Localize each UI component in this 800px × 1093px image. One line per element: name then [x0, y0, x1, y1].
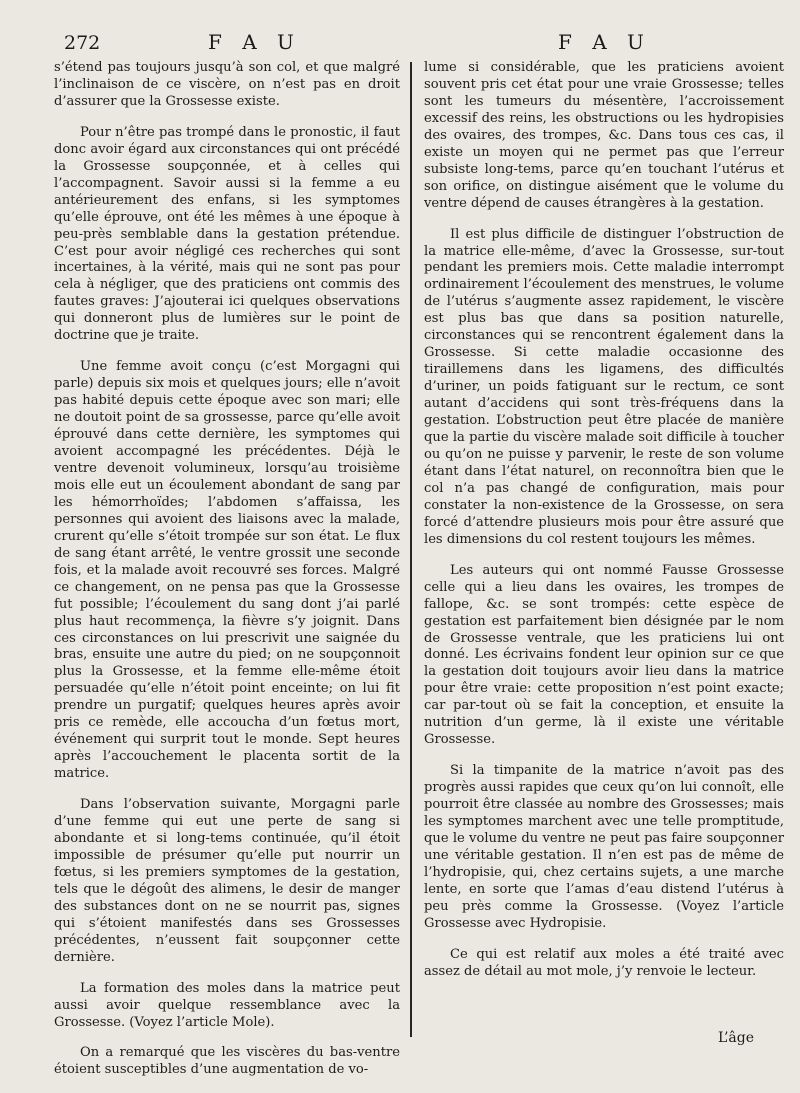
column-divider	[410, 62, 412, 1037]
paragraph: On a remarqué que les viscères du bas-ventre étoient susceptibles d’une augmentation de vo-	[54, 1045, 400, 1078]
paragraph: Si la timpanite de la matrice n’avoit pas des progrès aussi rapides que ceux qu’on lui connoît, elle pourroit être classée au nombre des Grossesses; mais les symptomes marchent avec une telle promptitude, que le volume du ventre ne peut pas faire soupçonner une véritable gestation. Il n’en est pas de même de l’hydropisie, qui, chez certains sujets, a une marche lente, en sorte que l’amas d’eau distend l’utérus à peu près comme la Grossesse. (Voyez l’article Grossesse avec Hydropisie.	[424, 763, 784, 931]
paragraph: La formation des moles dans la matrice peut aussi avoir quelque ressemblance avec la Grossesse. (Voyez l’article Mole).	[54, 980, 400, 1030]
paragraph: Les auteurs qui ont nommé Fausse Grossesse celle qui a lieu dans les ovaires, les trompes de fallope, &c. se sont trompés: cette espèce de gestation est parfaitement bien désignée par le nom de Grossesse ventrale, que les praticiens lui ont donné. Les écrivains fondent leur opinion sur ce que la gestation doit toujours avoir lieu dans la matrice pour être vraie: cette proposition n’est point exacte; car par-tout où se fait la conception, et ensuite la nutrition d’un germe, là il existe une véritable Grossesse.	[424, 562, 784, 748]
page-number: 272	[64, 32, 101, 54]
paragraph: Dans l’observation suivante, Morgagni parle d’une femme qui eut une perte de sang si abondante et si long-tems continuée, qu’il étoit impossible de présumer qu’elle put nourrir un fœtus, si les premiers symptomes de la gestation, tels que le dégoût des alimens, le desir de manger des substances dont on ne se nourrit pas, signes qui s’étoient manifestés dans ses Grossesses précédentes, n’eussent fait soupçonner cette dernière.	[54, 797, 400, 965]
paragraph: Une femme avoit conçu (c’est Morgagni qui parle) depuis six mois et quelques jours; elle n’avoit pas habité depuis cette époque avec son mari; elle ne doutoit point de sa grossesse, parce qu’elle avoit éprouvé dans cette dernière, les symptomes qui avoient accompagné les précédentes. Déjà le ventre devenoit volumineux, lorsqu’au troisième mois elle eut un écoulement abondant de sang par les hémorrhoïdes; l’abdomen s’affaissa, les personnes qui avoient des liaisons avec la malade, crurent qu’elle s’étoit trompée sur son état. Le flux de sang étant arrêté, le ventre grossit une seconde fois, et la malade avoit recouvré ses forces. Malgré ce changement, on ne pensa pas que la Grossesse fut possible; l’écoulement du sang dont j’ai parlé plus haut recommença, la fièvre s’y joignit. Dans ces circonstances on lui prescrivit une saignée du bras, ensuite une autre du pied; on ne soupçonnoit plus la Grossesse, et la femme elle-même étoit persuadée qu’elle n’étoit point enceinte; on lui fit prendre un purgatif; quelques heures après avoir pris ce remède, elle accoucha d’un fœtus mort, événement qui surprit tout le monde. Sept heures après l’accouchement le placenta sortit de la matrice.	[54, 359, 400, 782]
running-head-right: F A U	[558, 30, 651, 54]
right-column	[424, 60, 784, 995]
paragraph: lume si considérable, que les praticiens avoient souvent pris cet état pour une vraie Grossesse; telles sont les tumeurs du mésentère, l’accroissement excessif des reins, les obstructions ou les hydropisies des ovaires, des trompes, &c. Dans tous ces cas, il existe un moyen qui ne permet pas que l’erreur subsiste long-tems, parce qu’en touchant l’utérus et son orifice, on distingue aisément que le volume du ventre dépend de causes étrangères à la gestation.	[424, 60, 784, 211]
page-header	[0, 30, 800, 58]
paragraph: s’étend pas toujours jusqu’à son col, et que malgré l’inclinaison de ce viscère, on n’est pas en droit d’assurer que la Grossesse existe.	[54, 60, 400, 109]
paragraph: Il est plus difficile de distinguer l’obstruction de la matrice elle-même, d’avec la Grossesse, sur-tout pendant les premiers mois. Cette maladie interrompt ordinairement l’écoulement des menstrues, le volume de l’utérus s’augmente assez rapidement, le viscère est plus bas que dans sa position naturelle, circonstances qui se rencontrent également dans la Grossesse. Si cette maladie occasionne des tiraillemens dans les ligamens, des difficultés d’uriner, un poids fatiguant sur le rectum, ce sont autant d’accidens qui sont très-fréquens dans la gestation. L’obstruction peut être placée de manière que la partie du viscère malade soit difficile à toucher ou qu’on ne puisse y parvenir, le reste de son volume étant dans l’état naturel, on reconnoîtra bien que le col n’a pas changé de configuration, mais pour constater la non-existence de la Grossesse, on sera forcé d’attendre plusieurs mois pour être assuré que les dimensions du col restent toujours les mêmes.	[424, 226, 784, 547]
paragraph: Ce qui est relatif aux moles a été traité avec assez de détail au mot mole, j’y renvoie le lecteur.	[424, 946, 784, 979]
running-head-left: F A U	[208, 30, 301, 54]
paragraph: Pour n’être pas trompé dans le pronostic, il faut donc avoir égard aux circonstances qui ont précédé la Grossesse soupçonnée, et à celles qui l’accompagnent. Savoir aussi si la femme a eu antérieurement des enfans, si les symptomes qu’elle éprouve, ont été les mêmes à une époque à peu-près semblable dans la gestation prétendue. C’est pour avoir négligé ces recherches qui sont incertaines, à la vérité, mais qui ne sont pas pour cela à négliger, que des praticiens ont commis des fautes graves: J’ajouterai ici quelques observations qui donneront plus de lumières sur le point de doctrine que je traite.	[54, 124, 400, 344]
catchword: L’âge	[718, 1030, 754, 1046]
left-column	[54, 60, 400, 1093]
